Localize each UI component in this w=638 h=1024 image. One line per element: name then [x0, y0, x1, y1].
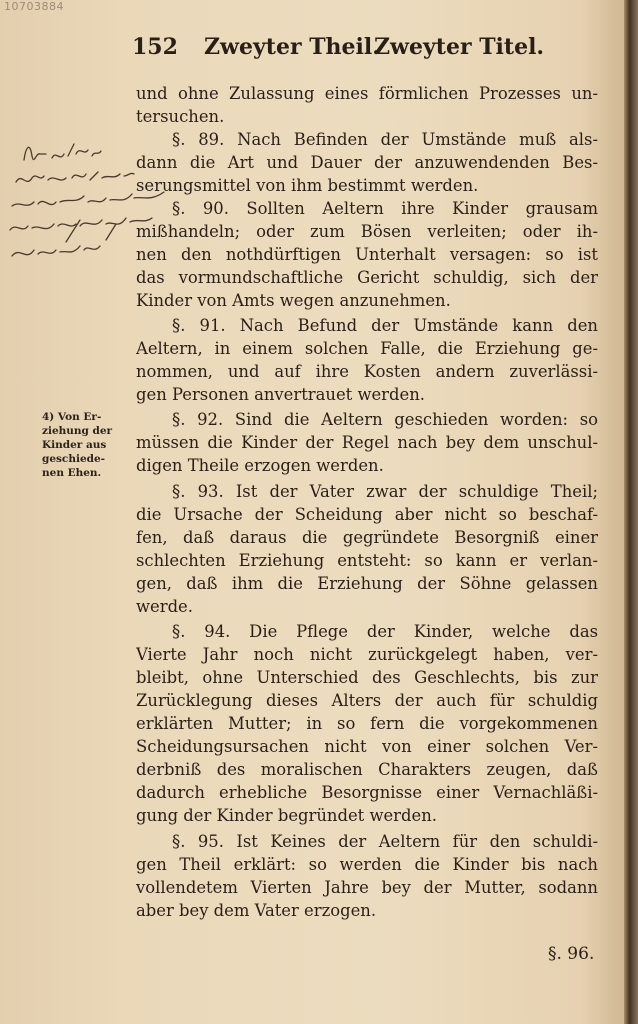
text-line: gen, daß ihm die Erziehung der Söhne gelassen: [136, 574, 598, 593]
text-line: §. 93. Ist der Vater zwar der schuldige Theil;: [172, 482, 598, 501]
text-line: serungsmittel von ihm bestimmt werden.: [136, 176, 479, 195]
text-line: schlechten Erziehung entsteht: so kann er verlan-: [136, 551, 598, 570]
text-line: die Ursache der Scheidung aber nicht so beschaf-: [136, 505, 598, 524]
margin-note-line: nen Ehen.: [42, 467, 102, 479]
margin-note-line: geschiede-: [42, 453, 106, 465]
running-header: [132, 34, 592, 68]
header-part-title: Zweyter Theil.: [204, 34, 380, 60]
text-line: derbniß des moralischen Charakters zeugen, daß: [136, 760, 598, 779]
text-line: aber bey dem Vater erzogen.: [136, 901, 377, 920]
text-line: dadurch erhebliche Besorgnisse einer Vernachläßi-: [136, 783, 598, 802]
text-line: müssen die Kinder der Regel nach bey dem unschul-: [136, 433, 598, 452]
text-line: gen Theil erklärt: so werden die Kinder bis nach: [136, 855, 598, 874]
text-line: erklärten Mutter; in so fern die vorgekommenen: [136, 714, 598, 733]
text-line: §. 94. Die Pflege der Kinder, welche das: [172, 622, 598, 641]
text-line: §. 90. Sollten Aeltern ihre Kinder grausam: [172, 199, 598, 218]
text-line: nommen, und auf ihre Kosten andern zuverlässi-: [136, 362, 598, 381]
margin-note-line: 4) Von Er-: [42, 411, 102, 423]
text-line: §. 89. Nach Befinden der Umstände muß als-: [172, 130, 598, 149]
text-line: gung der Kinder begründet werden.: [136, 806, 437, 825]
text-line: §. 95. Ist Keines der Aeltern für den schuldi-: [172, 832, 598, 851]
text-line: vollendetem Vierten Jahre bey der Mutter, sodann: [136, 878, 598, 897]
text-line: und ohne Zulassung eines förmlichen Prozesses un-: [136, 84, 598, 103]
text-line: dann die Art und Dauer der anzuwendenden Bes-: [136, 153, 598, 172]
text-line: gen Personen anvertrauet werden.: [136, 385, 425, 404]
text-line: bleibt, ohne Unterschied des Geschlechts, bis zur: [136, 668, 598, 687]
archive-id: 10703884: [4, 0, 64, 13]
header-section-title: Zweyter Titel.: [374, 34, 545, 60]
text-line: fen, daß daraus die gegründete Besorgniß einer: [136, 528, 598, 547]
text-line: Kinder von Amts wegen anzunehmen.: [136, 291, 451, 310]
margin-note-line: ziehung der: [42, 425, 113, 437]
text-line: §. 91. Nach Befund der Umstände kann den: [172, 316, 598, 335]
text-line: nen den nothdürftigen Unterhalt versagen: so ist: [136, 245, 598, 264]
book-spine-edge: [624, 0, 638, 1024]
text-line: mißhandeln; oder zum Bösen verleiten; oder ih-: [136, 222, 598, 241]
text-line: Aeltern, in einem solchen Falle, die Erziehung ge-: [136, 339, 598, 358]
catchword: §. 96.: [548, 944, 595, 964]
text-line: das vormundschaftliche Gericht schuldig, sich der: [136, 268, 598, 287]
text-line: Zurücklegung dieses Alters der auch für schuldig: [136, 691, 598, 710]
text-line: digen Theile erzogen werden.: [136, 456, 384, 475]
text-line: Scheidungsursachen nicht von einer solchen Ver-: [136, 737, 598, 756]
margin-note: [42, 410, 134, 480]
margin-note-line: Kinder aus: [42, 439, 107, 451]
text-line: werde.: [136, 597, 193, 616]
text-line: §. 92. Sind die Aeltern geschieden worden: so: [172, 410, 598, 429]
page-number: 152: [132, 34, 178, 60]
text-line: Vierte Jahr noch nicht zurückgelegt haben, ver-: [136, 645, 598, 664]
text-line: tersuchen.: [136, 107, 225, 126]
